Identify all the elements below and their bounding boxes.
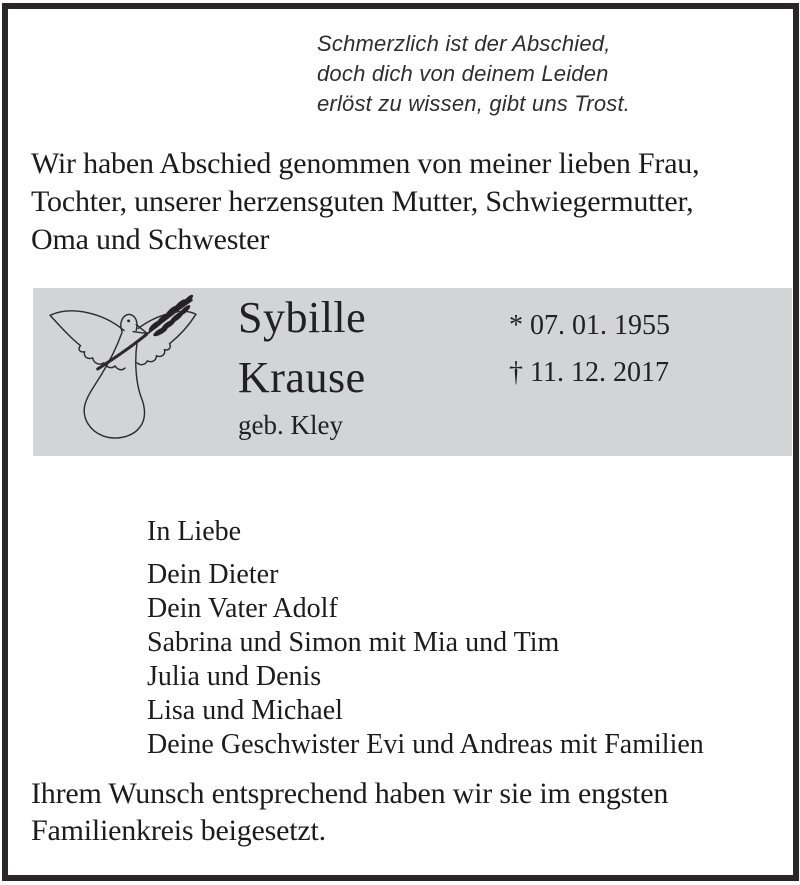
verse-line: Schmerzlich ist der Abschied, [317,31,611,56]
mourner-line: Deine Geschwister Evi und Andreas mit Familien [147,729,704,760]
mourners-block [147,515,704,762]
farewell-paragraph [31,145,699,259]
mourner-line: Julia und Denis [147,661,322,692]
closing-line: Familienkreis beigesetzt. [31,814,326,847]
farewell-line: Oma und Schwester [31,223,270,256]
deceased-panel [33,288,792,456]
mourners-heading: In Liebe [147,516,242,547]
farewell-line: Wir haben Abschied genommen von meiner lieben Frau, [31,147,700,180]
maiden-name: geb. Kley [238,410,343,440]
mourner-line: Lisa und Michael [147,695,343,726]
verse-line: erlöst zu wissen, gibt uns Trost. [317,91,631,116]
deceased-name-block [238,288,366,440]
mourner-line: Sabrina und Simon mit Mia und Tim [147,627,560,658]
verse-line: doch dich von deinem Leiden [317,61,609,86]
closing-paragraph [31,775,668,849]
opening-verse [317,29,630,119]
farewell-line: Tochter, unserer herzensguten Mutter, Schwiegermutter, [31,185,694,218]
death-date: † 11. 12. 2017 [509,357,669,388]
mourner-line: Dein Vater Adolf [147,593,338,624]
dove-olive-branch-icon [41,294,203,446]
deceased-last-name: Krause [238,353,366,402]
birth-date: * 07. 01. 1955 [509,310,670,341]
deceased-first-name: Sybille [238,293,367,342]
mourner-line: Dein Dieter [147,559,279,590]
closing-line: Ihrem Wunsch entsprechend haben wir sie im engsten [31,777,669,810]
life-dates [509,312,670,387]
